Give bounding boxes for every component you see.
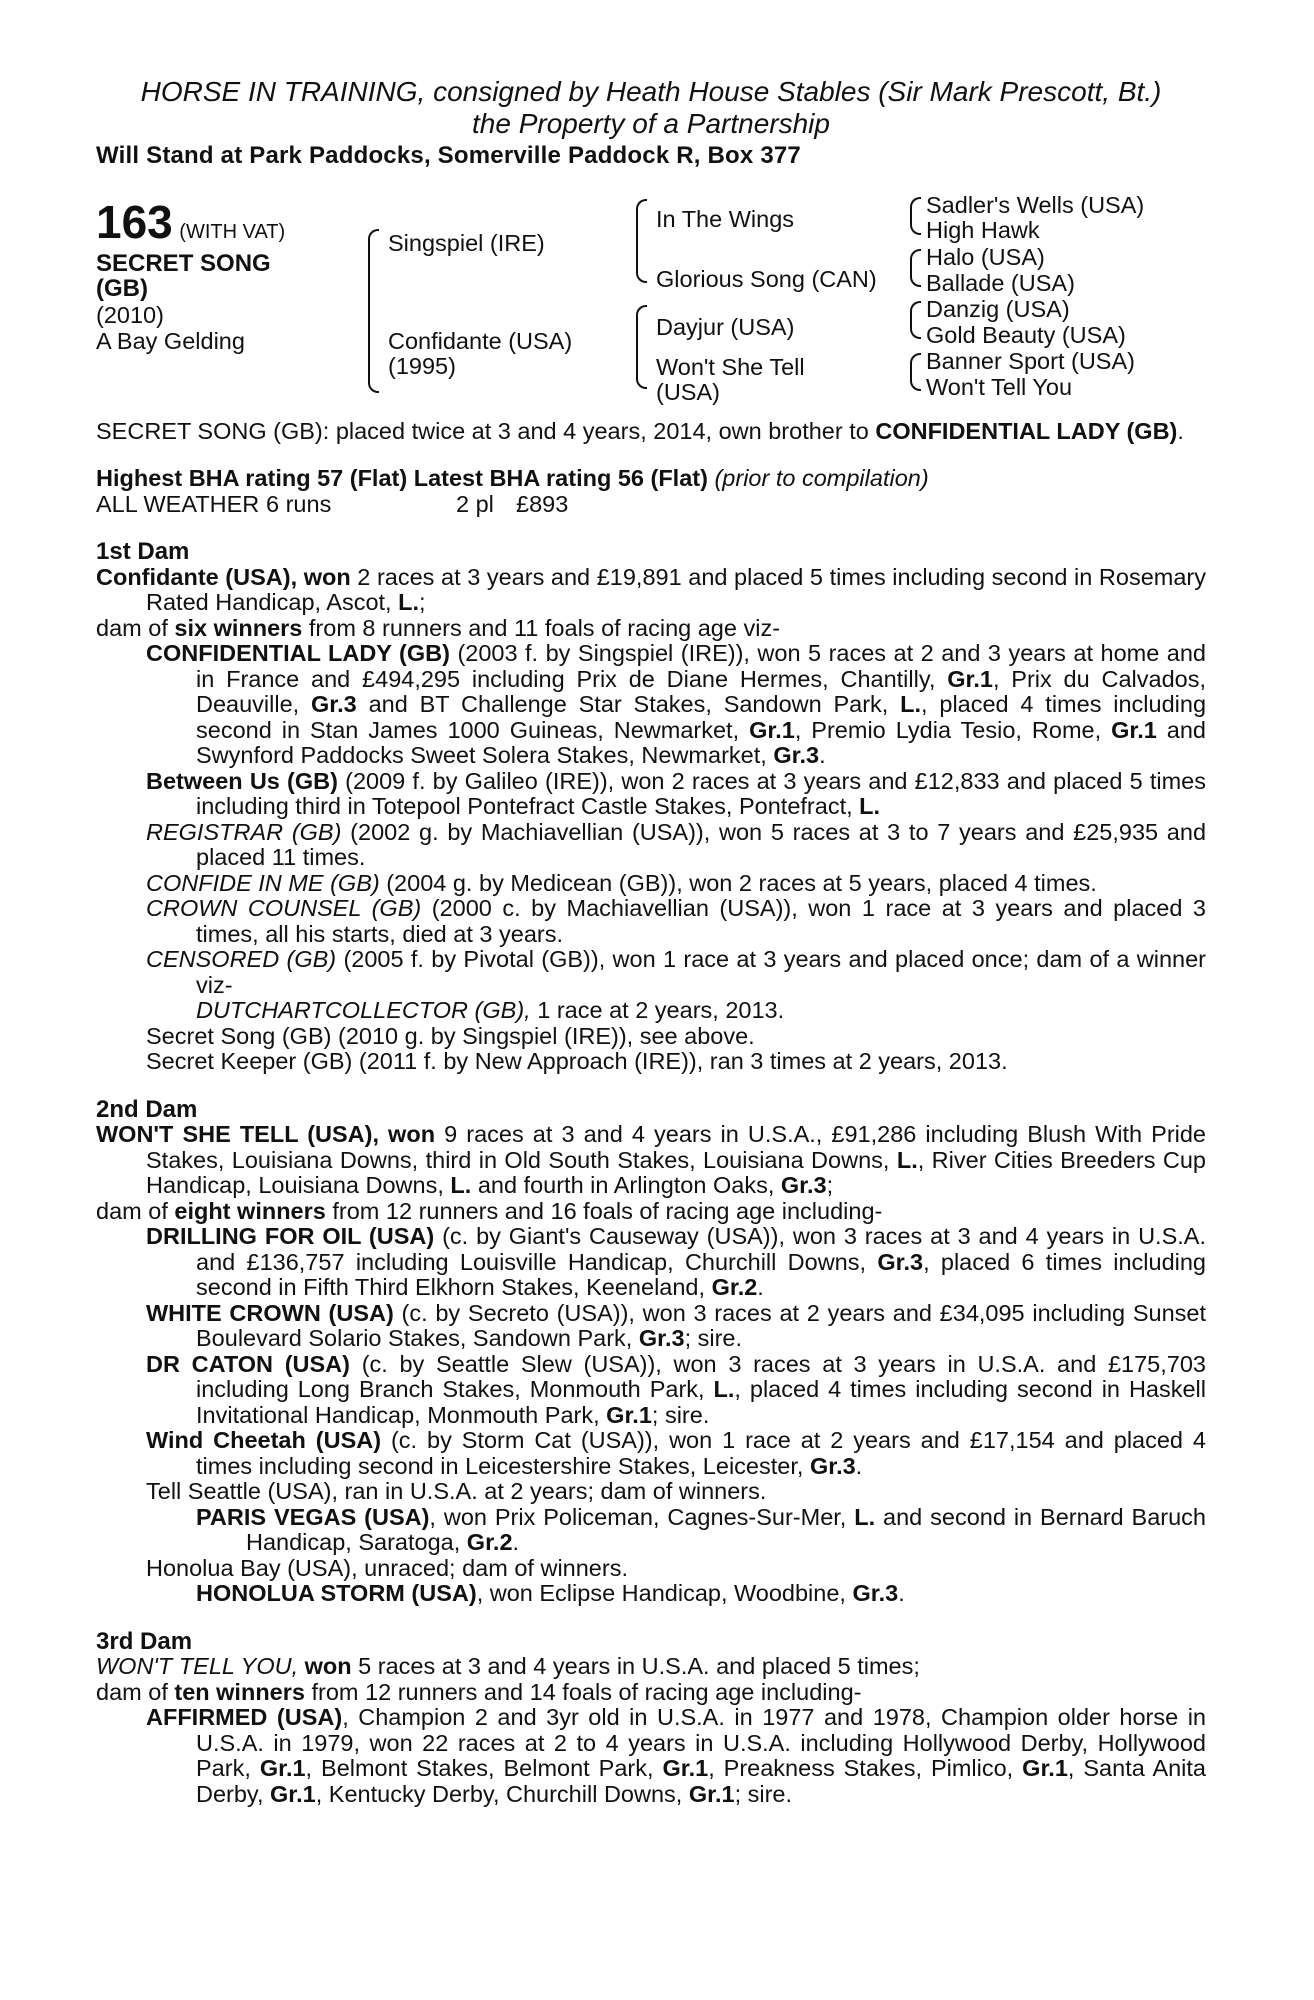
produce-entry: DR CATON (USA) (c. by Seattle Slew (USA)), won 3 races at 3 years in U.S.A. and £175,703 including Long Branch Stakes, Monmouth Park, L., placed 4 times including second in Haskell Invitational Handicap, Monmouth Park, Gr.1; sire. bbox=[146, 1350, 1206, 1428]
produce-entry: CENSORED (GB) (2005 f. by Pivotal (GB)), won 1 race at 3 years and placed once; dam of a winner viz- bbox=[146, 946, 1206, 998]
sire-dam-sire: Halo (USA) bbox=[926, 243, 1045, 270]
sire-dam-dam: Ballade (USA) bbox=[926, 269, 1075, 296]
dam-year: (1995) bbox=[388, 352, 456, 379]
lot-number-line bbox=[96, 197, 285, 247]
dam-produce-summary: dam of ten winners from 12 runners and 14 foals of racing age including- bbox=[96, 1678, 862, 1705]
third-dam-section bbox=[96, 1629, 1206, 1808]
produce-entry: Wind Cheetah (USA) (c. by Storm Cat (USA)), won 1 race at 2 years and £17,154 and placed 4 times including second in Leicestershire Stakes, Leicester, Gr.3. bbox=[146, 1427, 1206, 1479]
dam-dam: Won't She Tell bbox=[656, 353, 805, 380]
race-stats bbox=[96, 492, 1206, 518]
first-dam-section bbox=[96, 539, 1206, 1075]
foaling-year: (2010) bbox=[96, 301, 164, 328]
dam-produce-summary: dam of eight winners from 12 runners and 16 foals of racing age including- bbox=[96, 1197, 883, 1224]
brace-g4 bbox=[910, 353, 921, 391]
sire-sire-sire: Sadler's Wells (USA) bbox=[926, 191, 1145, 218]
dam-intro: WON'T SHE TELL (USA), won 9 races at 3 and 4 years in U.S.A., £91,286 including Blush With Pride Stakes, Louisiana Downs, third in Old South Stakes, Louisiana Downs, L., River Cities Breeders Cup Handicap, Louisiana Downs, L. and fourth in Arlington Oaks, Gr.3; bbox=[96, 1121, 1207, 1198]
vat-note: (WITH VAT) bbox=[179, 220, 286, 243]
dam-intro: Confidante (USA), won 2 races at 3 years and £19,891 and placed 5 times including second in Rosemary Rated Handicap, Ascot, L.; bbox=[96, 563, 1206, 615]
stand-location: Will Stand at Park Paddocks, Somerville Paddock R, Box 377 bbox=[96, 142, 801, 169]
dam-sire-dam: Gold Beauty (USA) bbox=[926, 321, 1126, 348]
dam-sire: Dayjur (USA) bbox=[656, 313, 795, 340]
produce-entry: Tell Seattle (USA), ran in U.S.A. at 2 years; dam of winners. bbox=[146, 1478, 767, 1504]
rating-note: (prior to compilation) bbox=[714, 465, 929, 491]
dam-dam-sire: Banner Sport (USA) bbox=[926, 347, 1135, 374]
sire-dam: Glorious Song (CAN) bbox=[656, 265, 877, 292]
sire-sire-dam: High Hawk bbox=[926, 216, 1040, 243]
produce-entry: DRILLING FOR OIL (USA) (c. by Giant's Causeway (USA)), won 3 races at 3 and 4 years in U.S.A. and £136,757 including Louisville Handicap, Churchill Downs, Gr.3, placed 6 times including second in Fifth Third Elkhorn Stakes, Keeneland, Gr.2. bbox=[146, 1223, 1207, 1300]
catalogue-page bbox=[96, 76, 1206, 1807]
dam-dam-origin: (USA) bbox=[656, 378, 720, 405]
produce-entry: Secret Song (GB) (2010 g. by Singspiel (IRE)), see above. bbox=[146, 1022, 755, 1049]
rating-text: Highest BHA rating 57 (Flat) Latest BHA rating 56 (Flat) bbox=[96, 465, 708, 491]
brace-sire-line bbox=[636, 199, 647, 283]
property-line: the Property of a Partnership bbox=[472, 108, 830, 139]
grand-produce-entry: HONOLUA STORM (USA), won Eclipse Handicap, Woodbine, Gr.3. bbox=[196, 1580, 905, 1606]
brace-dam-line bbox=[636, 305, 647, 389]
produce-entry: Between Us (GB) (2009 f. by Galileo (IRE)), won 2 races at 3 years and £12,833 and placed 5 times including third in Totepool Pontefract Castle Stakes, Pontefract, L. bbox=[146, 767, 1206, 819]
produce-entry: AFFIRMED (USA), Champion 2 and 3yr old in U.S.A. in 1977 and 1978, Champion older horse in U.S.A. in 1979, won 22 races at 2 to 4 years in U.S.A. including Hollywood Derby, Hollywood Park, Gr.1, Belmont Stakes, Belmont Park, Gr.1, Preakness Stakes, Pimlico, Gr.1, Santa Anita Derby, Gr.1, Kentucky Derby, Churchill Downs, Gr.1; sire. bbox=[146, 1704, 1207, 1807]
brace-g3 bbox=[910, 301, 921, 339]
brace-g1 bbox=[910, 197, 921, 235]
produce-entry: CROWN COUNSEL (GB) (2000 c. by Machiavellian (USA)), won 1 race at 3 years and placed 3 times, all his starts, died at 3 years. bbox=[146, 895, 1206, 947]
dam-produce-summary: dam of six winners from 8 runners and 11 foals of racing age viz- bbox=[96, 614, 781, 641]
earnings: £893 bbox=[516, 490, 569, 517]
lot-number: 163 bbox=[96, 195, 173, 248]
brace-sire-dam bbox=[368, 229, 379, 393]
dam-intro: WON'T TELL YOU, won 5 races at 3 and 4 years in U.S.A. and placed 5 times; bbox=[96, 1653, 920, 1679]
brace-g2 bbox=[910, 249, 921, 287]
rating-block bbox=[96, 466, 1206, 517]
surface: ALL WEATHER bbox=[96, 490, 260, 517]
placings: 2 pl bbox=[456, 490, 494, 517]
grand-produce-entry: DUTCHARTCOLLECTOR (GB), 1 race at 2 years, 2013. bbox=[196, 997, 785, 1023]
produce-entry: Honolua Bay (USA), unraced; dam of winners. bbox=[146, 1554, 628, 1581]
summary-paragraph: SECRET SONG (GB): placed twice at 3 and 4 years, 2014, own brother to CONFIDENTIAL LADY (GB). bbox=[96, 417, 1184, 444]
consignor-line: HORSE IN TRAINING, consigned by Heath House Stables (Sir Mark Prescott, Bt.) bbox=[140, 76, 1162, 107]
section-title: 1st Dam bbox=[96, 538, 190, 565]
produce-entry: CONFIDE IN ME (GB) (2004 g. by Medicean (GB)), won 2 races at 5 years, placed 4 times. bbox=[146, 869, 1097, 896]
produce-entry: WHITE CROWN (USA) (c. by Secreto (USA)), won 3 races at 2 years and £34,095 including Sunset Boulevard Solario Stakes, Sandown Park, Gr.3; sire. bbox=[146, 1299, 1206, 1351]
dam-sire-sire: Danzig (USA) bbox=[926, 295, 1070, 322]
produce-entry: CONFIDENTIAL LADY (GB) (2003 f. by Singspiel (IRE)), won 5 races at 2 and 3 years at home and in France and £494,295 including Prix de Diane Hermes, Chantilly, Gr.1, Prix du Calvados, Deauville, Gr.3 and BT Challenge Star Stakes, Sandown Park, L., placed 4 times including second in Stan James 1000 Guineas, Newmarket, Gr.1, Premio Lydia Tesio, Rome, Gr.1 and Swynford Paddocks Sweet Solera Stakes, Newmarket, Gr.3. bbox=[146, 640, 1207, 768]
produce-entry: Secret Keeper (GB) (2011 f. by New Approach (IRE)), ran 3 times at 2 years, 2013. bbox=[146, 1048, 1008, 1074]
section-title: 3rd Dam bbox=[96, 1627, 193, 1655]
sire: Singspiel (IRE) bbox=[388, 229, 545, 256]
grand-produce-entry: PARIS VEGAS (USA), won Prix Policeman, Cagnes-Sur-Mer, L. and second in Bernard Baruch Handicap, Saratoga, Gr.2. bbox=[196, 1503, 1206, 1555]
consignor-header bbox=[96, 76, 1206, 140]
sire-sire: In The Wings bbox=[656, 205, 795, 232]
pedigree-table bbox=[96, 187, 1206, 419]
runs: 6 runs bbox=[266, 490, 332, 517]
dam: Confidante (USA) bbox=[388, 327, 573, 354]
horse-description: A Bay Gelding bbox=[96, 327, 245, 354]
second-dam-section bbox=[96, 1097, 1206, 1607]
horse-name: SECRET SONG (GB) bbox=[96, 249, 271, 302]
section-title: 2nd Dam bbox=[96, 1095, 198, 1123]
produce-entry: REGISTRAR (GB) (2002 g. by Machiavellian (USA)), won 5 races at 3 to 7 years and £25,935 and placed 11 times. bbox=[146, 818, 1207, 870]
dam-dam-dam: Won't Tell You bbox=[926, 373, 1073, 400]
